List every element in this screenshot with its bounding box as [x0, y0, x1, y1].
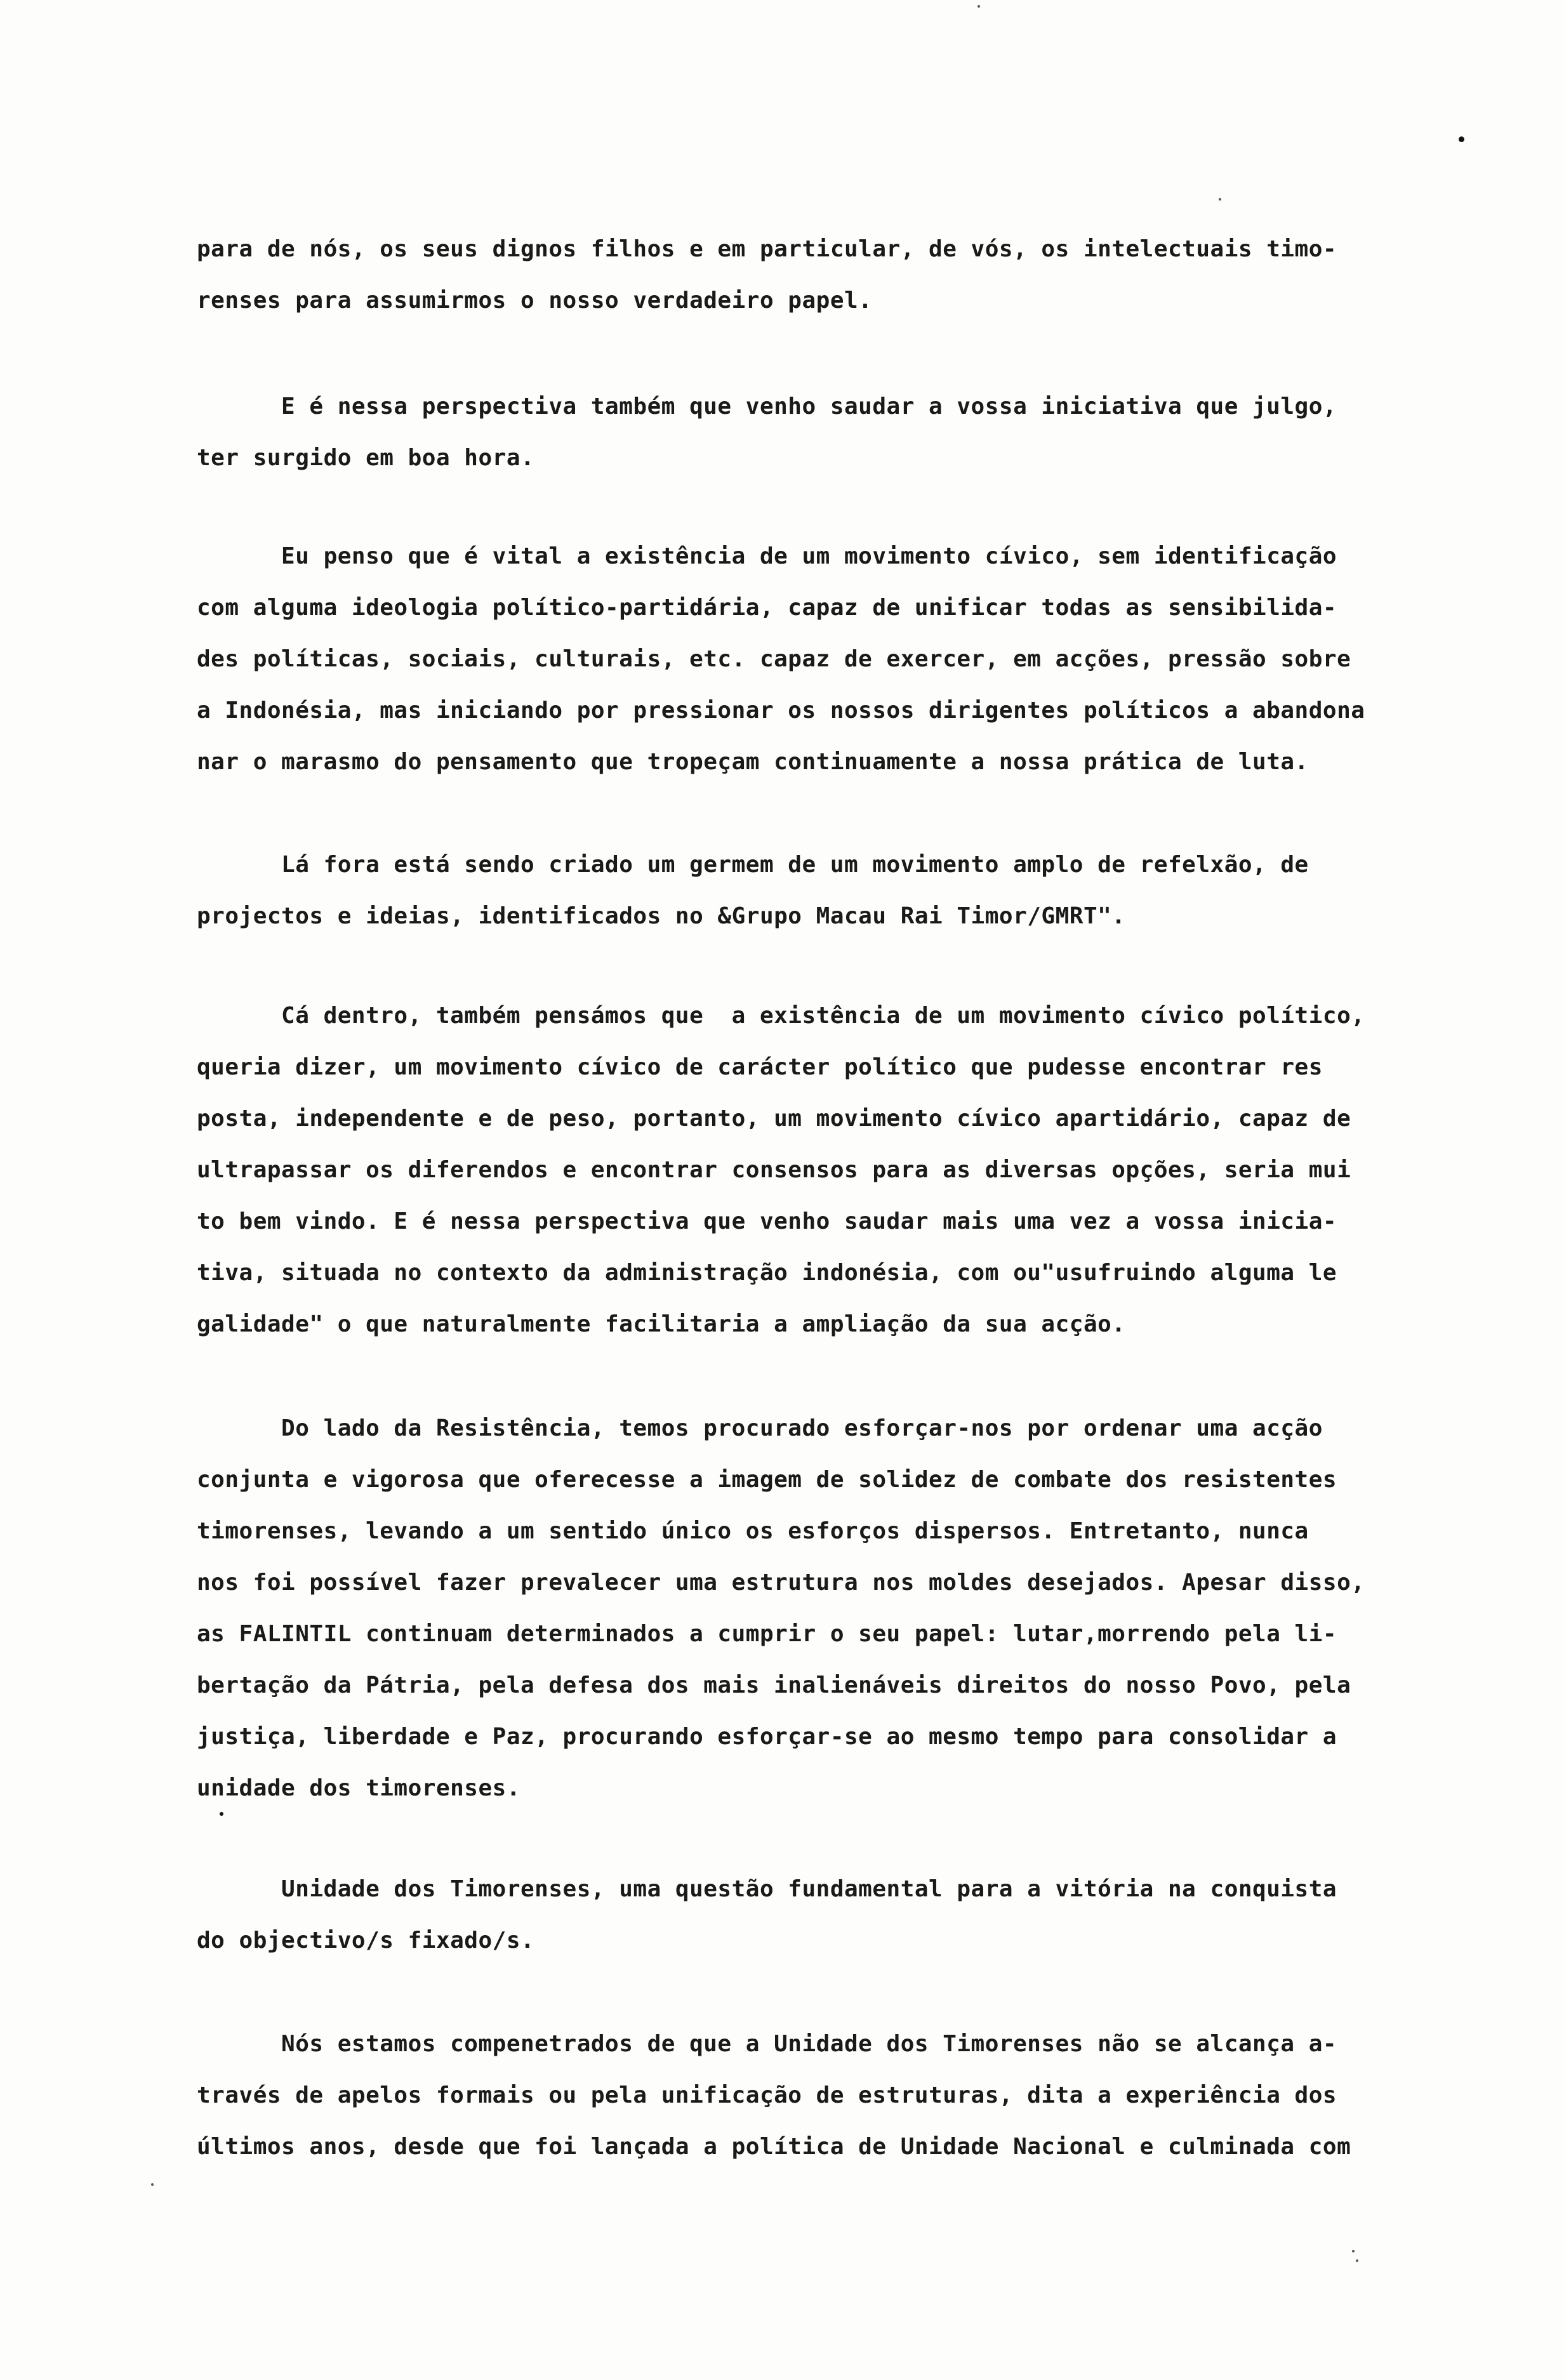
- text-line: a Indonésia, mas iniciando por pressionar os nossos dirigentes políticos a abandona: [197, 697, 1365, 724]
- text-line: unidade dos timorenses.: [197, 1775, 520, 1801]
- text-line: bertação da Pátria, pela defesa dos mais inalienáveis direitos do nosso Povo, pela: [197, 1672, 1351, 1698]
- text-line: justiça, liberdade e Paz, procurando esforçar-se ao mesmo tempo para consolidar a: [197, 1724, 1337, 1750]
- text-line: nos foi possível fazer prevalecer uma estrutura nos moldes desejados. Apesar disso,: [197, 1570, 1365, 1596]
- text-line: últimos anos, desde que foi lançada a política de Unidade Nacional e culminada com: [197, 2134, 1351, 2160]
- text-line: com alguma ideologia político-partidária, capaz de unificar todas as sensibilida-: [197, 595, 1337, 621]
- paragraph: [197, 1863, 1504, 1966]
- text-line: posta, independente e de peso, portanto, um movimento cívico apartidário, capaz de: [197, 1106, 1351, 1132]
- text-line: tiva, situada no contexto da administração indonésia, com ou"usufruindo alguma le: [197, 1260, 1337, 1286]
- text-line: Eu penso que é vital a existência de um movimento cívico, sem identificação: [197, 543, 1337, 569]
- paragraph: [197, 223, 1504, 326]
- text-line: do objectivo/s fixado/s.: [197, 1927, 535, 1954]
- text-line: queria dizer, um movimento cívico de carácter político que pudesse encontrar res: [197, 1054, 1323, 1080]
- text-line: Cá dentro, também pensámos que a existência de um movimento cívico político,: [197, 1003, 1365, 1029]
- paragraph: [197, 990, 1504, 1350]
- text-line: Lá fora está sendo criado um germem de um movimento amplo de refelxão, de: [197, 852, 1309, 878]
- ink-speck: [1219, 198, 1221, 201]
- paragraph: [197, 1403, 1504, 1814]
- ink-speck: [1352, 2250, 1355, 2252]
- ink-speck: [1356, 2259, 1358, 2262]
- text-line: Do lado da Resistência, temos procurado esforçar-nos por ordenar uma acção: [197, 1415, 1323, 1441]
- text-line: E é nessa perspectiva também que venho saudar a vossa iniciativa que julgo,: [197, 393, 1337, 420]
- paragraph: [197, 381, 1504, 484]
- text-line: ter surgido em boa hora.: [197, 445, 535, 471]
- paragraph: [197, 2018, 1504, 2172]
- text-line: ultrapassar os diferendos e encontrar consensos para as diversas opções, seria mui: [197, 1157, 1351, 1183]
- text-line: renses para assumirmos o nosso verdadeiro papel.: [197, 288, 873, 314]
- text-line: as FALINTIL continuam determinados a cumprir o seu papel: lutar,morrendo pela li-: [197, 1621, 1337, 1647]
- ink-speck: [978, 5, 980, 8]
- text-line: nar o marasmo do pensamento que tropeçam continuamente a nossa prática de luta.: [197, 749, 1309, 775]
- text-line: projectos e ideias, identificados no &Grupo Macau Rai Timor/GMRT".: [197, 903, 1126, 929]
- paragraph: [197, 839, 1504, 942]
- paragraph: [197, 531, 1504, 788]
- ink-speck: [151, 2183, 154, 2186]
- text-line: conjunta e vigorosa que oferecesse a imagem de solidez de combate dos resistentes: [197, 1467, 1337, 1493]
- text-line: to bem vindo. E é nessa perspectiva que venho saudar mais uma vez a vossa inicia-: [197, 1208, 1337, 1234]
- text-line: galidade" o que naturalmente facilitaria a ampliação da sua acção.: [197, 1311, 1126, 1337]
- ink-dot: [1459, 136, 1464, 142]
- text-line: través de apelos formais ou pela unificação de estruturas, dita a experiência dos: [197, 2082, 1337, 2108]
- text-line: timorenses, levando a um sentido único os esforços dispersos. Entretanto, nunca: [197, 1518, 1309, 1544]
- text-line: Unidade dos Timorenses, uma questão fundamental para a vitória na conquista: [197, 1876, 1337, 1902]
- text-line: para de nós, os seus dignos filhos e em particular, de vós, os intelectuais timo-: [197, 236, 1337, 262]
- text-line: Nós estamos compenetrados de que a Unidade dos Timorenses não se alcança a-: [197, 2031, 1337, 2057]
- text-line: des políticas, sociais, culturais, etc. capaz de exercer, em acções, pressão sobre: [197, 646, 1351, 672]
